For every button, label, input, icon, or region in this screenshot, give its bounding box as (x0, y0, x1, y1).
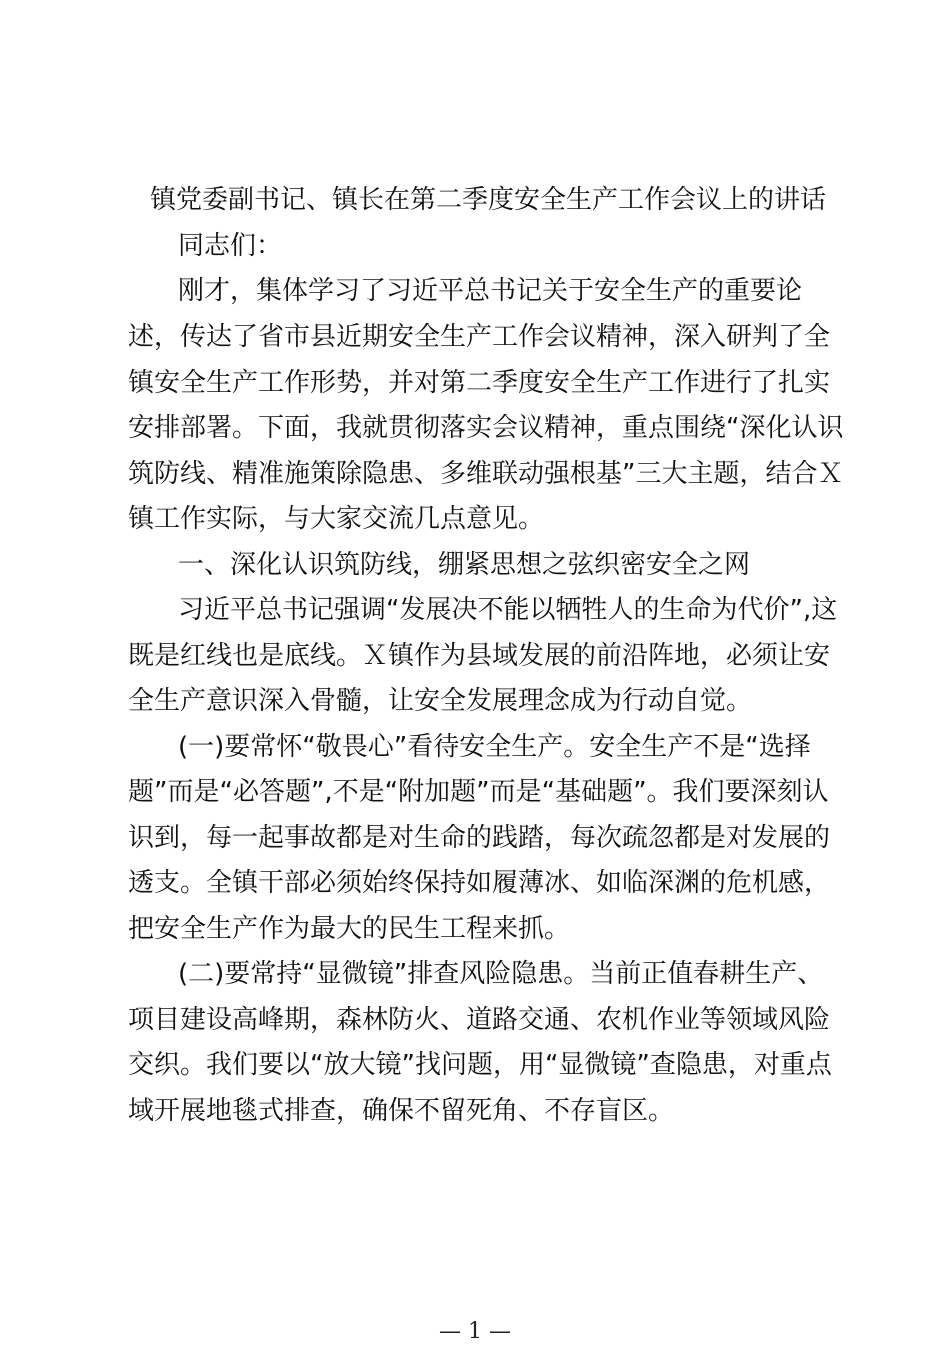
body-line: 项目建设高峰期，森林防火、道路交通、农机作业等领域风险 (128, 1005, 831, 1035)
body-line: 镇工作实际，与大家交流几点意见。 (128, 504, 545, 534)
subsection-line: (一)要常怀“敬畏心”看待安全生产。安全生产不是“选择 (178, 732, 811, 762)
body-line: 把安全生产作为最大的民生工程来抓。 (128, 914, 571, 944)
body-line: 筑防线、精准施策除隐患、多维联动强根基”三大主题，结合Ｘ (128, 459, 844, 489)
body-line: 述，传达了省市县近期安全生产工作会议精神，深入研判了全 (128, 322, 831, 352)
body-line: 刚才，集体学习了习近平总书记关于安全生产的重要论 (178, 276, 803, 306)
document-title: 镇党委副书记、镇长在第二季度安全生产工作会议上的讲话 (150, 185, 827, 215)
body-line: 既是红线也是底线。Ｘ镇作为县域发展的前沿阵地，必须让安 (128, 641, 831, 671)
body-line: 域开展地毯式排查，确保不留死角、不存盲区。 (128, 1096, 675, 1126)
page-number: — 1 — (439, 1319, 511, 1344)
section-heading: 一、深化认识筑防线，绷紧思想之弦织密安全之网 (178, 550, 751, 580)
body-line: 习近平总书记强调“发展决不能以牺牲人的生命为代价”,这 (178, 595, 838, 625)
body-line: 透支。全镇干部必须始终保持如履薄冰、如临深渊的危机感， (128, 868, 831, 898)
subsection-line: (二)要常持“显微镜”排查风险隐患。当前正值春耕生产、 (178, 959, 824, 989)
salutation: 同志们： (178, 231, 283, 261)
body-line: 全生产意识深入骨髓，让安全发展理念成为行动自觉。 (128, 686, 753, 716)
body-line: 安排部署。下面，我就贯彻落实会议精神，重点围绕“深化认识 (128, 413, 844, 443)
body-line: 识到，每一起事故都是对生命的践踏，每次疏忽都是对发展的 (128, 823, 831, 853)
body-line: 题”而是“必答题”,不是“附加题”而是“基础题”。我们要深刻认 (128, 777, 829, 807)
body-line: 交织。我们要以“放大镜”找问题，用“显微镜”查隐患，对重点 (128, 1050, 832, 1080)
body-line: 镇安全生产工作形势，并对第二季度安全生产工作进行了扎实 (128, 368, 831, 398)
